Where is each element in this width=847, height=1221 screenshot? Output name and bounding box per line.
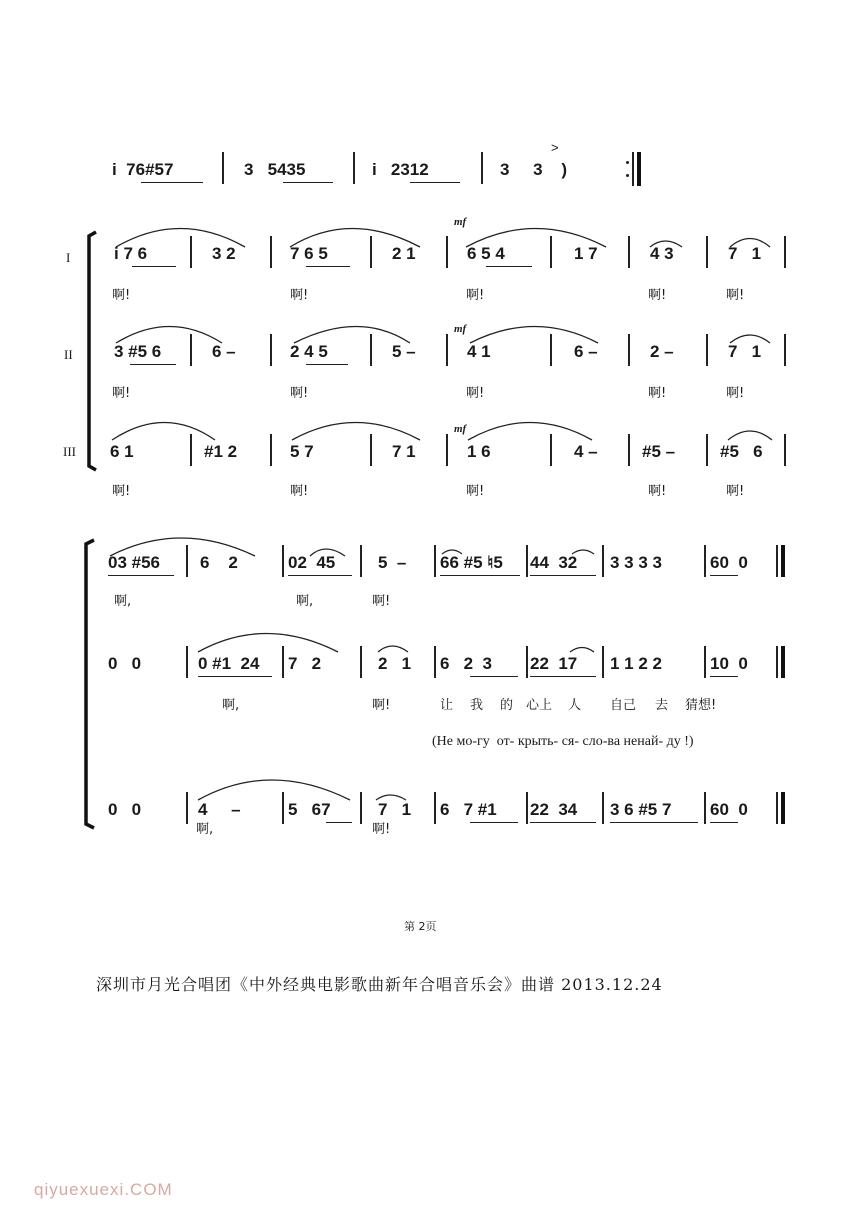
p2-lyric: 啊! [726,386,745,401]
p3-m1: 6 1 [110,442,134,461]
dynamic-mf: mf [454,423,467,435]
s2-p2-lyric: 我 [470,698,484,713]
s2-p2-m3: 7 2 [288,654,322,673]
p2-m8: 7 1 [728,342,762,361]
s2-p1-m4: 5 – [378,553,407,572]
dynamic-mf: mf [454,216,467,228]
p2-m2: 6 – [212,342,236,361]
russian-lyric: (Не мо-гу от- крыть- ся- сло-ва ненай- ду !) [432,734,694,749]
p1-lyric: 啊! [112,288,131,303]
s2-p3-m3: 5 67 [288,800,331,819]
p1-m7: 4 3 [650,244,674,263]
site-watermark: qiyuexuexi.COM [34,1180,173,1199]
s2-p3-m7: 3 6 #5 7 [610,800,672,819]
p1-lyric: 啊! [726,288,745,303]
p2-m7: 2 – [650,342,674,361]
s2-p2-m7: 1 1 2 2 [610,654,662,673]
s2-p2-lyric: 自己 [610,698,637,713]
s2-p3-m6: 22 34 [530,800,578,819]
s2-p2-m8: 10 0 [710,654,748,673]
p3-m7: #5 – [642,442,676,461]
part-label-1: I [66,250,71,265]
s2-p3-m4: 7 1 [378,800,412,819]
s2-p3-lyric: 啊! [372,822,391,837]
footer-credit: 深圳市月光合唱团《中外经典电影歌曲新年合唱音乐会》曲谱 2013.12.24 [96,975,663,994]
s2-p3-m5: 6 7 #1 [440,800,497,819]
intro-measure-2: 3 5435 [244,160,306,179]
p3-lyric: 啊! [112,484,131,499]
p3-m6: 4 – [574,442,598,461]
p2-lyric: 啊! [290,386,309,401]
p3-m4: 7 1 [392,442,416,461]
s2-p1-m1: 03 #56 [108,553,160,572]
part-label-3: III [63,444,76,459]
accent-mark: > [551,140,559,155]
p1-m1: i 7 6 [114,244,148,263]
s2-p3-m8: 60 0 [710,800,748,819]
s2-p1-m7: 3 3 3 3 [610,553,662,572]
s2-p3-m1: 0 0 [108,800,142,819]
p3-lyric: 啊! [290,484,309,499]
intro-measure-4: 3 3 ) [500,160,568,179]
p1-lyric: 啊! [648,288,667,303]
p2-m6: 6 – [574,342,598,361]
s2-p2-lyric: 去 [655,698,669,713]
s2-p3-m2: 4 – [198,800,241,819]
p1-lyric: 啊! [466,288,485,303]
s2-p1-lyric: 啊, [114,594,132,609]
s2-p2-m5: 6 2 3 [440,654,492,673]
s2-p2-lyric: 的 [500,698,514,713]
p3-m2: #1 2 [204,442,238,461]
p1-m8: 7 1 [728,244,762,263]
p1-m5: 6 5 4 [467,244,505,263]
p1-lyric: 啊! [290,288,309,303]
p3-m5: 1 6 [467,442,491,461]
s2-p1-m6: 44 32 [530,553,578,572]
s2-p2-m4: 2 1 [378,654,412,673]
s2-p3-lyric: 啊, [196,822,214,837]
p2-m1: 3 #5 6 [114,342,162,361]
p2-lyric: 啊! [112,386,131,401]
s2-p1-m2: 6 2 [200,553,238,572]
p3-lyric: 啊! [648,484,667,499]
s2-p1-lyric: 啊, [296,594,314,609]
intro-measure-1: i 76#57 [112,160,174,179]
p1-m4: 2 1 [392,244,416,263]
p1-m2: 3 2 [212,244,236,263]
p1-m3: 7 6 5 [290,244,328,263]
s2-p2-lyric: 让 [440,698,454,713]
s2-p1-m8: 60 0 [710,553,748,572]
s2-p2-lyric: 猜想! [685,698,717,713]
s2-p2-lyric: 心上 [526,698,553,713]
p2-m4: 5 – [392,342,416,361]
p2-m5: 4 1 [467,342,491,361]
part-label-2: II [64,347,73,362]
intro-measure-3: i 2312 [372,160,429,179]
p1-m6: 1 7 [574,244,598,263]
s2-p2-lyric: 啊! [372,698,391,713]
s2-p2-m6: 22 17 [530,654,578,673]
p2-m3: 2 4 5 [290,342,328,361]
s2-p1-m3: 02 45 [288,553,336,572]
p3-lyric: 啊! [726,484,745,499]
p3-m3: 5 7 [290,442,314,461]
p3-lyric: 啊! [466,484,485,499]
p2-lyric: 啊! [648,386,667,401]
p2-lyric: 啊! [466,386,485,401]
s2-p2-m2: 0 #1 24 [198,654,260,673]
p3-m8: #5 6 [720,442,763,461]
page-number: 第 2页 [404,920,437,933]
s2-p1-m5: 66 #5 ♮5 [440,553,503,572]
dynamic-mf: mf [454,323,467,335]
s2-p2-lyric: 啊, [222,698,240,713]
s2-p1-lyric: 啊! [372,594,391,609]
s2-p2-lyric: 人 [568,698,582,713]
s2-p2-m1: 0 0 [108,654,142,673]
